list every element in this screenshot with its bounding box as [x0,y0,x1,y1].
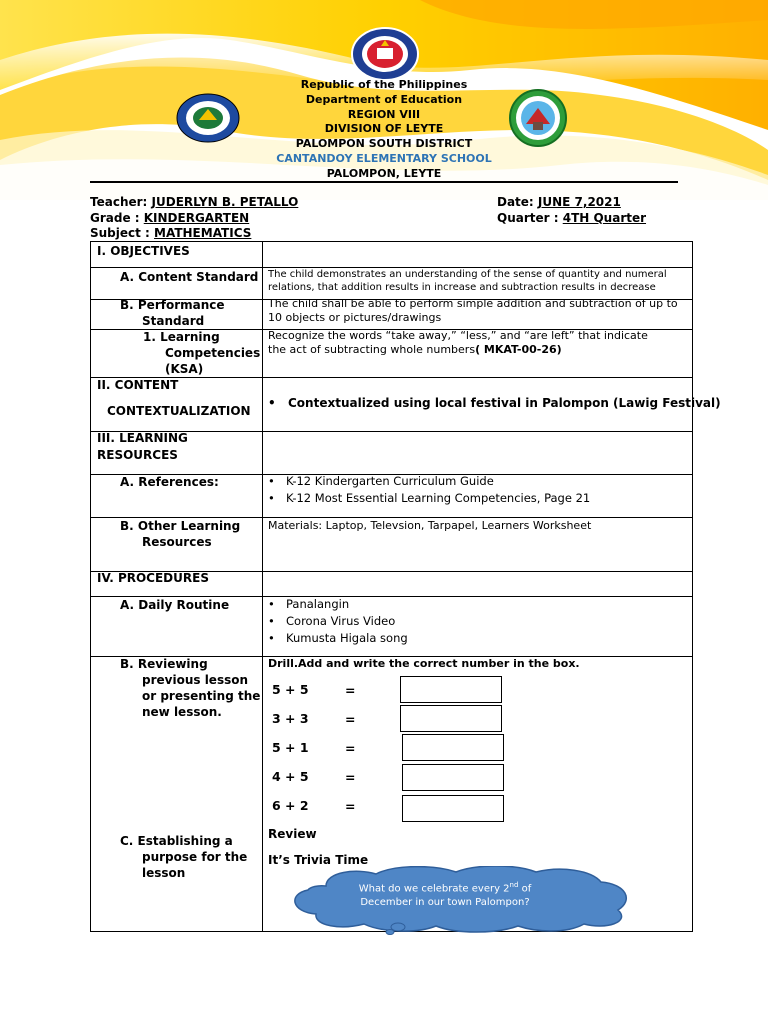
header-line-district: PALOMPON SOUTH DISTRICT [295,137,473,151]
teacher-label: Teacher: [90,195,152,209]
reviewing-line4: new lesson. [142,705,222,719]
objectives-heading: I. OBJECTIVES [97,244,190,258]
answer-box[interactable] [402,734,504,761]
header-line-republic: Republic of the Philippines [300,78,468,91]
purpose-line1: C. Establishing a [120,834,233,848]
reviewing-label [120,656,260,720]
learning-resources-heading [97,430,188,463]
routine-item: • Kumusta Higala song [266,630,408,647]
quarter-label: Quarter : [497,210,563,225]
learning-competencies-text [268,329,690,357]
equation-expression: 4 + 5 [272,769,309,784]
subject-value: MATHEMATICS [154,226,252,240]
other-resources-line2: Resources [142,535,212,549]
header-line-deped: Department of Education [305,92,463,106]
date-row [497,195,646,211]
competency-line2: the act of subtracting whole numbers [268,343,476,356]
subject-row [90,226,298,242]
reviewing-line2: previous lesson [142,673,249,687]
learning-competencies-label [143,329,260,377]
contextualization-value: Contextualized using local festival in Palompon (Lawig Festival) [288,396,721,410]
content-standard-text: The child demonstrates an understanding of the sense of quantity and numeral relations, that addition results in increase and subtraction results in decrease [268,269,667,293]
establishing-purpose-label [120,833,247,881]
grade-value: KINDERGARTEN [143,210,250,225]
header-line-town: PALOMPON, LEYTE [326,166,442,180]
cloud-superscript: nd [509,881,519,889]
cloud-line2: December in our town Palompon? [360,897,530,909]
school-header [0,78,768,182]
purpose-line3: lesson [142,866,186,880]
learning-resources-line1: III. LEARNING [97,431,188,445]
content-standard-label: A. Content Standard [120,270,259,284]
equals-sign: = [345,683,356,698]
answer-box[interactable] [402,764,504,791]
equals-sign: = [345,712,356,727]
review-word: Review [268,827,317,841]
quarter-row [497,211,646,227]
equation-expression: 5 + 5 [272,682,309,697]
competency-label-line1: 1. Learning [143,330,220,344]
trivia-title: It’s Trivia Time [268,853,369,867]
daily-routine-label: A. Daily Routine [120,598,230,612]
row-divider [91,377,692,378]
content-heading: II. CONTENT [97,378,179,392]
competency-label-line3: (KSA) [165,362,204,376]
answer-box[interactable] [400,676,502,703]
other-resources-text: Materials: Laptop, Televsion, Tarpapel, Learners Worksheet [268,519,592,532]
equals-sign: = [345,770,356,785]
info-right [497,195,646,226]
header-line-school: CANTANDOY ELEMENTARY SCHOOL [276,151,492,165]
equation-expression: 5 + 1 [272,740,309,755]
grade-row [90,211,298,227]
performance-label-line1: B. Performance [120,298,225,312]
procedures-heading: IV. PROCEDURES [97,571,209,585]
grade-label: Grade : [90,210,144,225]
answer-box[interactable] [402,795,504,822]
teacher-row [90,195,298,211]
competency-line1: Recognize the words “take away,” “less,” and “are left” that indicate [268,329,648,342]
performance-standard-label [120,297,225,329]
date-value: JUNE 7,2021 [537,195,621,209]
cloud-line1-text: What do we celebrate every 2 [358,883,510,895]
header-line-region: REGION VIII [347,107,421,121]
competency-code: ( MKAT-00-26) [475,343,562,356]
header-line-division: DIVISION OF LEYTE [324,122,444,136]
column-divider [262,242,263,931]
daily-routine-list [266,596,408,647]
answer-box[interactable] [400,705,502,732]
cloud-line1-end: of [518,883,532,895]
other-resources-line1: B. Other Learning [120,519,241,533]
purpose-line2: purpose for the [142,850,248,864]
competency-label-line2: Competencies [165,346,261,360]
equation-expression: 3 + 3 [272,711,309,726]
other-resources-label [120,518,240,550]
reviewing-line1: B. Reviewing [120,657,208,671]
reference-item: • K-12 Kindergarten Curriculum Guide [266,473,590,490]
info-left [90,195,298,242]
date-label: Date: [497,195,538,209]
drill-instruction: Drill.Add and write the correct number in the box. [268,657,580,670]
reference-item: • K-12 Most Essential Learning Competencies, Page 21 [266,490,590,507]
performance-standard-text: The child shall be able to perform simple addition and subtraction of up to 10 objects or pictures/drawings [268,297,678,324]
contextualization-text [268,395,721,411]
equals-sign: = [345,799,356,814]
references-list [266,473,590,507]
routine-item: • Panalangin [266,596,408,613]
learning-resources-line2: RESOURCES [97,448,178,462]
performance-label-line2: Standard [142,314,205,328]
quarter-value: 4TH Quarter [562,210,647,225]
subject-label: Subject : [90,226,155,240]
equals-sign: = [345,741,356,756]
teacher-name: JUDERLYN B. PETALLO [151,195,299,209]
header-divider [90,181,678,183]
contextualization-label: CONTEXTUALIZATION [107,404,251,418]
cloud-question [340,878,550,910]
deped-seal-logo [350,26,420,86]
reviewing-line3: or presenting the [142,689,261,703]
row-divider [91,267,692,268]
equation-expression: 6 + 2 [272,798,309,813]
bullet-icon: • [268,396,276,410]
references-label: A. References: [120,475,219,489]
routine-item: • Corona Virus Video [266,613,408,630]
